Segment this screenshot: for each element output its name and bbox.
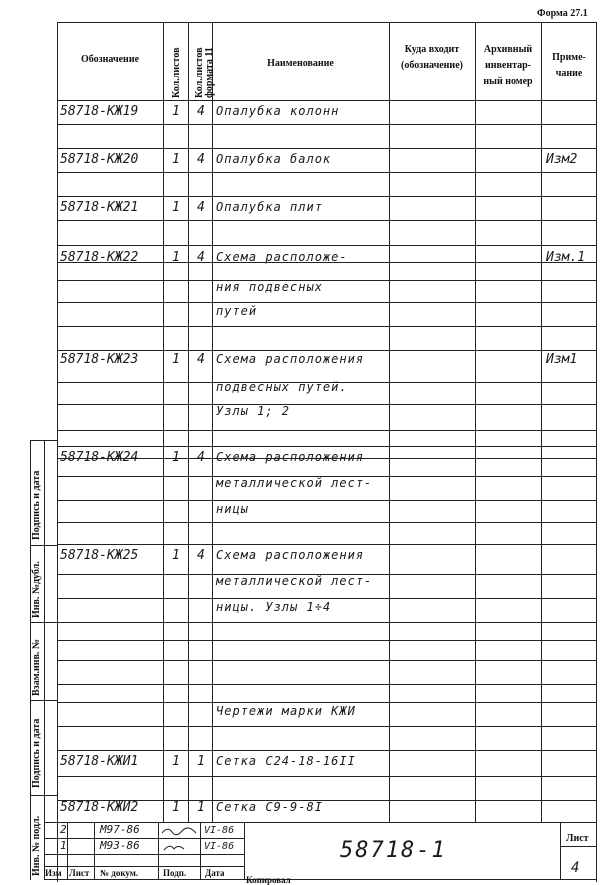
signature-1	[160, 824, 200, 838]
stamp-label-date: Дата	[205, 868, 225, 878]
frame-left	[57, 22, 58, 882]
stamp-row-3	[44, 866, 244, 867]
row-line	[57, 522, 596, 523]
stamp-date-1: VI-86	[204, 825, 235, 836]
signature-2	[160, 840, 200, 854]
row-line	[57, 148, 596, 149]
row-name: Схема расположения	[216, 548, 365, 562]
row-line	[57, 446, 596, 447]
stamp-doc-2: М93-86	[100, 839, 140, 852]
row-name: ния подвесных	[216, 280, 323, 294]
row-line	[57, 326, 596, 327]
row-designation: 58718-КЖ24	[60, 450, 139, 465]
side-sep-2	[30, 622, 57, 623]
row-format: 1	[197, 754, 205, 769]
header-name: Наименование	[267, 58, 334, 69]
stamp-date-2: VI-86	[204, 841, 235, 852]
row-name: Сетка С24-18-16II	[216, 754, 356, 768]
header-designation: Обозначение	[80, 54, 140, 65]
stamp-sheet-number: 4	[571, 860, 580, 876]
header-where-used: Куда входит (обозначение)	[401, 44, 463, 71]
stamp-col-3	[158, 822, 159, 879]
stamp-label-izm: Изм	[45, 868, 62, 878]
row-line	[57, 124, 596, 125]
row-designation: 58718-КЖИ1	[60, 754, 139, 769]
row-name: Схема расположения	[216, 450, 365, 464]
row-sheets: 1	[172, 352, 180, 367]
row-line	[57, 684, 596, 685]
row-line	[57, 302, 596, 303]
stamp-izm-1: 2	[60, 823, 67, 836]
row-name: Схема расположе-	[216, 250, 348, 264]
row-designation: 58718-КЖ22	[60, 250, 139, 265]
stamp-label-sign: Подп.	[163, 868, 187, 878]
row-format: 1	[197, 800, 205, 815]
side-sign-date-2: Подпись и дата	[31, 470, 42, 540]
row-line	[57, 640, 596, 641]
row-line	[57, 280, 596, 281]
row-name: Схема расположения	[216, 352, 365, 366]
row-sheets: 1	[172, 250, 180, 265]
side-sep-3	[30, 700, 57, 701]
row-format: 4	[197, 548, 205, 563]
row-line	[57, 350, 596, 351]
stamp-col-4	[200, 822, 201, 879]
stamp-row-1	[44, 838, 244, 839]
row-line	[57, 622, 596, 623]
side-inv-podl: Инв. № подл.	[31, 815, 42, 876]
side-sep-4	[30, 795, 57, 796]
row-sheets: 1	[172, 450, 180, 465]
row-line	[57, 500, 596, 501]
row-name: металлической лест-	[216, 476, 373, 490]
row-format: 4	[197, 152, 205, 167]
form-label: Форма 27.1	[537, 8, 588, 19]
row-line	[57, 544, 596, 545]
row-format: 4	[197, 352, 205, 367]
stamp-col-1	[67, 822, 68, 879]
header-sheet-count: Кол.листов	[171, 47, 182, 98]
row-line	[57, 220, 596, 221]
stamp-sheet-sep	[560, 846, 596, 847]
side-inv-dubl: Инв. №дубл.	[31, 561, 42, 618]
side-sep-1	[30, 545, 57, 546]
stamp-col-2	[94, 822, 95, 879]
row-designation: 58718-КЖ20	[60, 152, 139, 167]
row-line	[57, 702, 596, 703]
row-format: 4	[197, 250, 205, 265]
stamp-col-6	[560, 822, 561, 879]
row-name: путей	[216, 304, 258, 318]
row-format: 4	[197, 200, 205, 215]
stamp-label-list: Лист	[69, 868, 90, 878]
stamp-doc-1: М97-86	[100, 823, 140, 836]
row-note: Изм2	[546, 152, 578, 167]
header-archive: Архивный инвентар-ный номер	[483, 44, 533, 87]
row-line	[57, 245, 596, 246]
row-line	[57, 726, 596, 727]
row-name: ницы. Узлы 1÷4	[216, 600, 332, 614]
row-name: Сетка С9-9-8I	[216, 800, 323, 814]
side-sign-date-1: Подпись и дата	[31, 718, 42, 788]
row-note: Изм1	[546, 352, 578, 367]
row-designation: 58718-КЖ23	[60, 352, 139, 367]
row-name: Опалубка колонн	[216, 104, 340, 118]
side-line-a	[44, 440, 45, 880]
row-sheets: 1	[172, 200, 180, 215]
row-sheets: 1	[172, 104, 180, 119]
frame-top	[57, 22, 596, 23]
header-note: Приме-чание	[552, 52, 586, 79]
row-sheets: 1	[172, 548, 180, 563]
header-format-count: Кол.листов формата 11	[194, 47, 215, 98]
stamp-sheet-label: Лист	[566, 833, 589, 844]
footer-copied: Копировал	[246, 875, 291, 885]
row-line	[57, 172, 596, 173]
row-designation: 58718-КЖИ2	[60, 800, 139, 815]
row-name: Опалубка плит	[216, 200, 323, 214]
row-designation: 58718-КЖ19	[60, 104, 139, 119]
row-format: 4	[197, 104, 205, 119]
row-name: Опалубка балок	[216, 152, 332, 166]
row-name: Чертежи марки КЖИ	[216, 704, 356, 718]
row-name: подвесных путей.	[216, 380, 348, 394]
row-line	[57, 430, 596, 431]
row-name: Узлы 1; 2	[216, 404, 291, 418]
stamp-row-2	[44, 854, 244, 855]
header-bottom	[57, 100, 596, 101]
row-sheets: 1	[172, 152, 180, 167]
row-name: ницы	[216, 502, 249, 516]
row-note: Изм.1	[546, 250, 586, 265]
row-line	[57, 660, 596, 661]
stamp-izm-2: 1	[60, 839, 67, 852]
stamp-col-5	[244, 822, 245, 879]
stamp-label-doc: № докум.	[100, 868, 139, 878]
side-top	[30, 440, 57, 441]
row-sheets: 1	[172, 754, 180, 769]
row-designation: 58718-КЖ25	[60, 548, 139, 563]
row-line	[57, 776, 596, 777]
frame-bottom	[44, 879, 596, 880]
row-line	[57, 598, 596, 599]
row-designation: 58718-КЖ21	[60, 200, 139, 215]
row-line	[57, 750, 596, 751]
row-line	[57, 196, 596, 197]
row-format: 4	[197, 450, 205, 465]
frame-right	[596, 22, 597, 882]
side-vzam-inv: Взам.инв. №	[31, 639, 42, 696]
stamp-doc-number: 58718-1	[340, 838, 447, 863]
row-sheets: 1	[172, 800, 180, 815]
row-line	[57, 404, 596, 405]
row-name: металлической лест-	[216, 574, 373, 588]
